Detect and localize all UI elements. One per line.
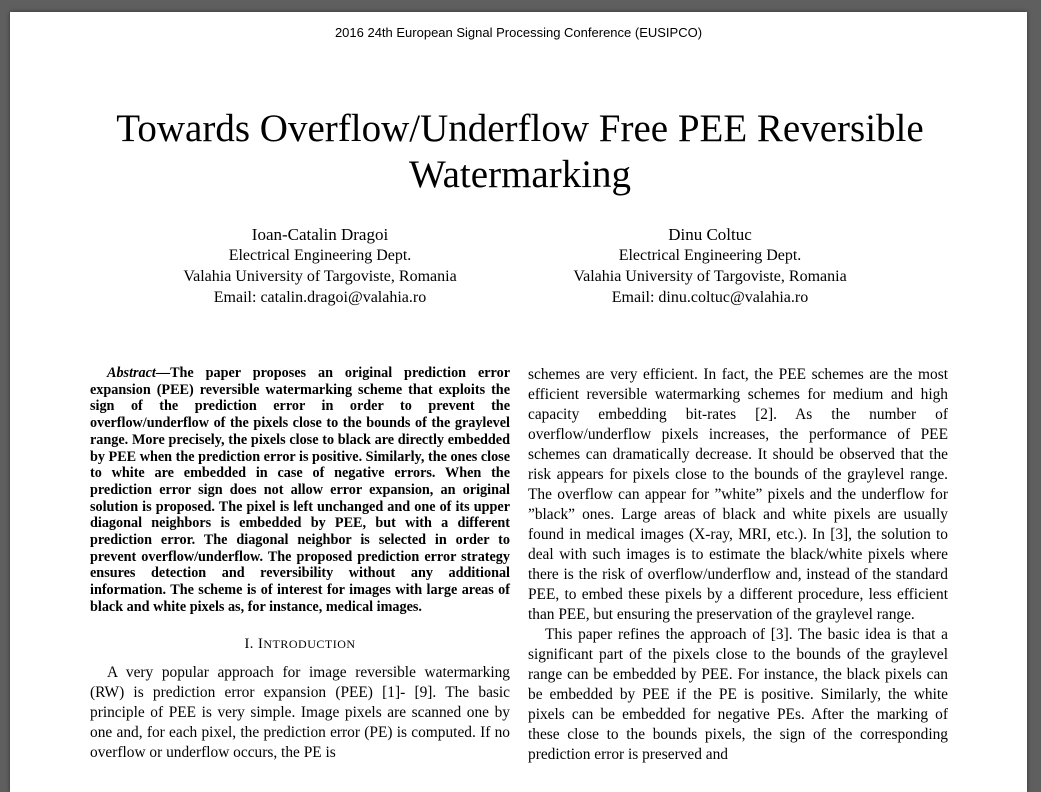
- abstract-label: Abstract: [107, 365, 156, 381]
- left-column: [90, 365, 510, 763]
- author-affiliation: Valahia University of Targoviste, Romania: [573, 268, 847, 285]
- section-number: I.: [244, 635, 254, 652]
- author-email: Email: dinu.coltuc@valahia.ro: [611, 289, 809, 306]
- abstract-text: —The paper proposes an original prediction error expansion (PEE) reversible watermarking scheme that exploits the sign of the prediction error in order to prevent the overflow/underflow of the pixels close to the bounds of the graylevel range. More precisely, the pixels close to black are directly embedded by PEE when the prediction error is positive. Similarly, the ones close to white are embedded in case of negative errors. When the prediction error sign does not allow error expansion, an original solution is proposed. The pixel is left unchanged and one of its upper diagonal neighbors is embedded by PEE, but with a different prediction error. The diagonal neighbor is selected in order to prevent overflow/underflow. The proposed prediction error strategy ensures detection and reversibility without any additional information. The scheme is of interest for images with large areas of black and white pixels as, for instance, medical images.: [90, 365, 510, 615]
- author-block-2: [540, 224, 880, 308]
- abstract: [90, 365, 510, 616]
- author-dept: Electrical Engineering Dept.: [228, 247, 412, 264]
- author-affiliation: Valahia University of Targoviste, Romania: [183, 268, 457, 285]
- paper-title: Towards Overflow/Underflow Free PEE Reversible Watermarking: [116, 107, 924, 196]
- author-email: Email: catalin.dragoi@valahia.ro: [213, 289, 427, 306]
- author-block-1: [150, 224, 490, 308]
- body-paragraph-2: This paper refines the approach of [3]. The basic idea is that a significant part of the pixels close to the bounds of the graylevel range can be embedded by PEE. For instance, the black pixels can be embedded by PEE if the PE is positive. Similarly, the white pixels can be embedded for negative PEs. After the marking of these close to the bounds pixels, the sign of the corresponding prediction error is preserved and: [528, 626, 948, 763]
- right-column: [528, 365, 948, 765]
- section-heading-introduction: [90, 636, 510, 653]
- author-name: Ioan-Catalin Dragoi: [251, 225, 389, 244]
- section-first-letter: I: [258, 635, 264, 652]
- author-name: Dinu Coltuc: [668, 225, 752, 244]
- paper-page: [10, 12, 1027, 792]
- intro-paragraph: A very popular approach for image reversible watermarking (RW) is prediction error expansion (PEE) [1]- [9]. The basic principle of PEE is very simple. Image pixels are scanned one by one and, for each pixel, the prediction error (PE) is computed. If no overflow or underflow occurs, the PE is: [90, 663, 510, 761]
- section-title-rest: NTRODUCTION: [263, 636, 356, 651]
- body-paragraph-1: schemes are very efficient. In fact, the PEE schemes are the most efficient reversible watermarking schemes for medium and high capacity embedding bit-rates [2]. As the number of overflow/underflow pixels increases, the performance of PEE schemes can dramatically decrease. It should be observed that the risk appears for pixels close to the bounds of the graylevel range. The overflow can appear for ”white” pixels and the underflow for ”black” ones. Large areas of black and white pixels are usually found in medical images (X-ray, MRI, etc.). In [3], the solution to deal with such images is to estimate the black/white pixels where there is the risk of overflow/underflow and, instead of the standard PEE, to embed these pixels by a different procedure, less efficient than PEE, but ensuring the preservation of the graylevel range.: [528, 366, 948, 623]
- author-dept: Electrical Engineering Dept.: [618, 247, 802, 264]
- conference-header: 2016 24th European Signal Processing Conference (EUSIPCO): [334, 25, 703, 40]
